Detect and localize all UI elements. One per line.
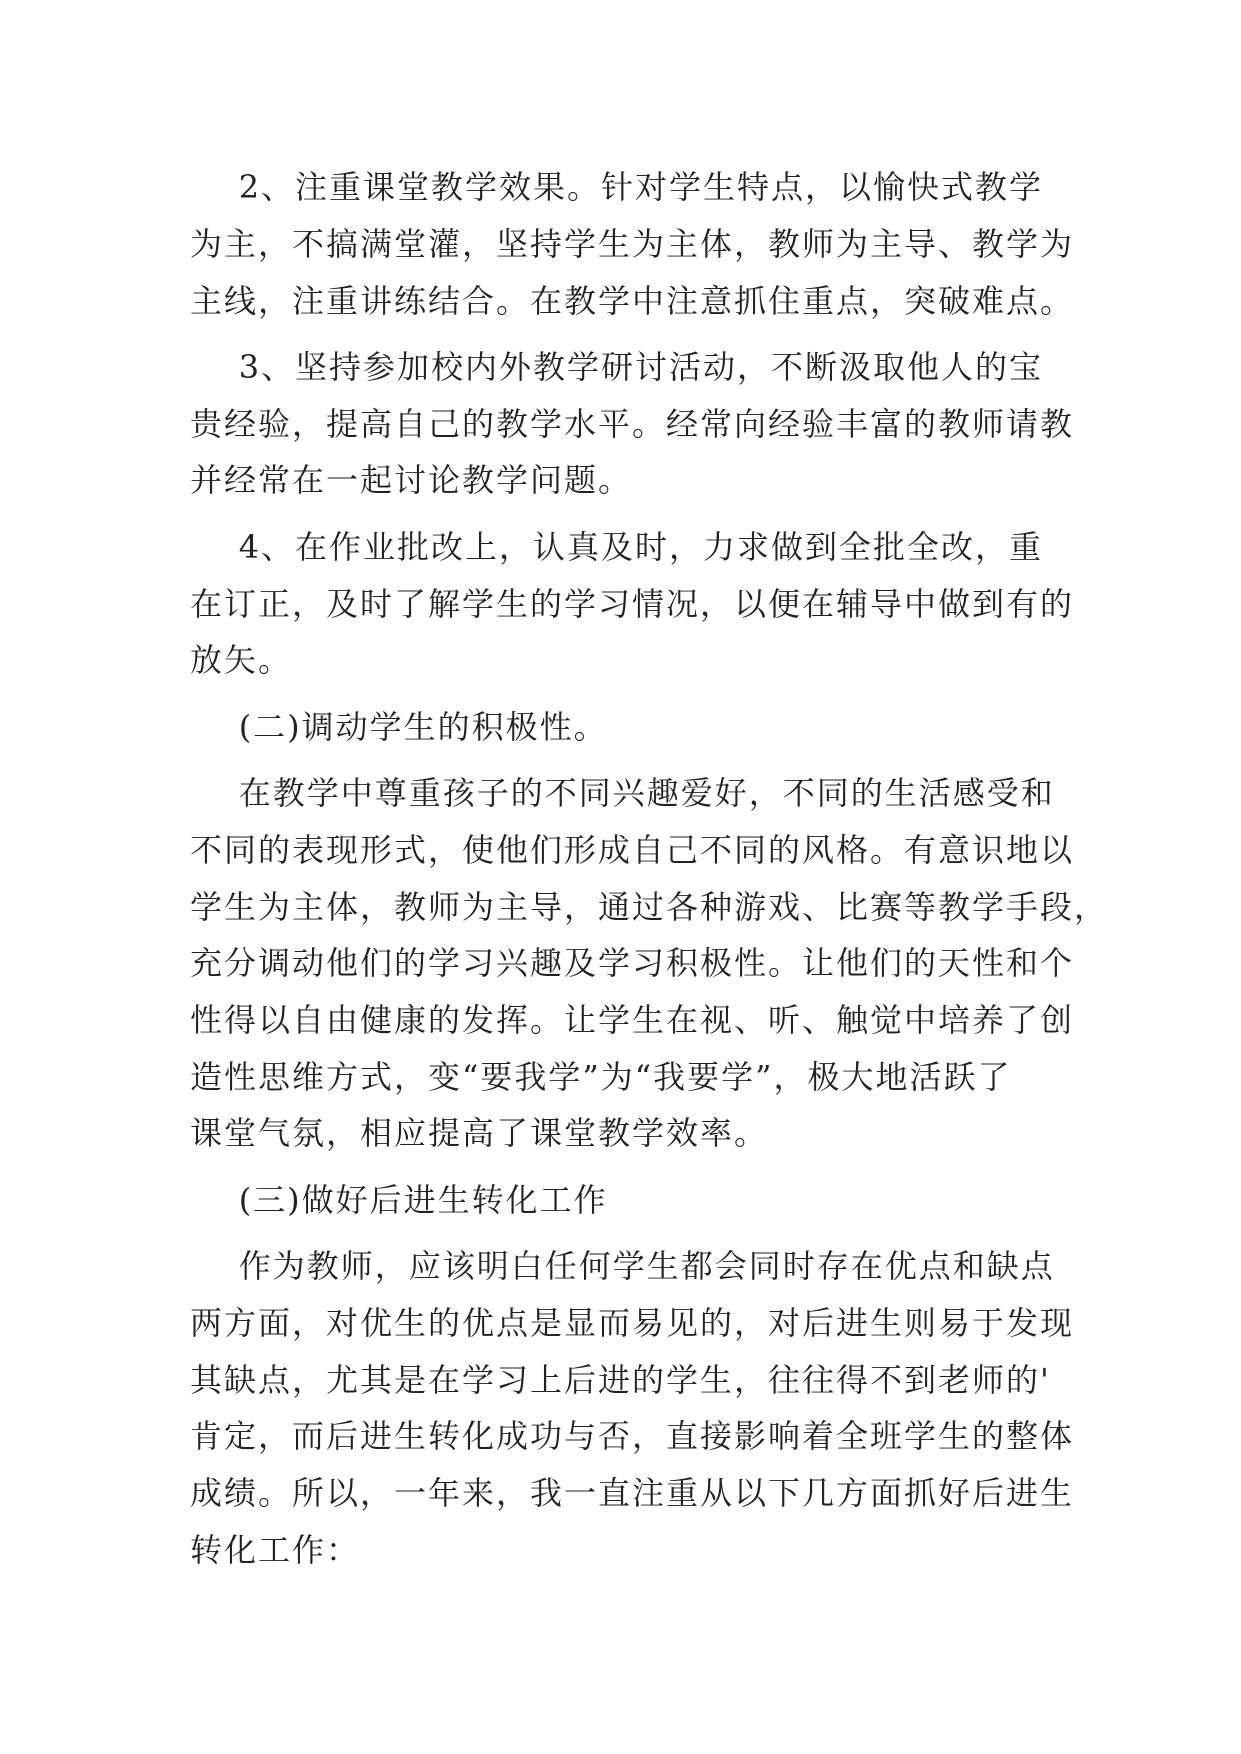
text-line: 在订正，及时了解学生的学习情况，以便在辅导中做到有的 <box>190 585 1075 623</box>
text-line: 2、注重课堂教学效果。针对学生特点，以愉快式教学 <box>190 168 1044 206</box>
text-line: 学生为主体，教师为主导，通过各种游戏、比赛等教学手段， <box>190 888 1109 926</box>
text-line: 两方面，对优生的优点是显而易见的，对后进生则易于发现 <box>190 1304 1075 1342</box>
text-line: 成绩。所以，一年来，我一直注重从以下几方面抓好后进生 <box>190 1474 1075 1512</box>
text-line: 充分调动他们的学习兴趣及学习积极性。让他们的天性和个 <box>190 944 1075 982</box>
text-line: 主线，注重讲练结合。在教学中注意抓住重点，突破难点。 <box>190 282 1075 320</box>
text-line: 转化工作： <box>190 1531 361 1569</box>
text-line: 为主，不搞满堂灌，坚持学生为主体，教师为主导、教学为 <box>190 225 1075 263</box>
text-line: 3、坚持参加校内外教学研讨活动，不断汲取他人的宝 <box>190 348 1044 386</box>
text-line: 贵经验，提高自己的教学水平。经常向经验丰富的教师请教 <box>190 405 1075 443</box>
text-line: 课堂气氛，相应提高了课堂教学效率。 <box>190 1114 769 1152</box>
section-heading: (三)做好后进生转化工作 <box>190 1181 608 1219</box>
text-line: 造性思维方式，变“要我学”为“我要学”，极大地活跃了 <box>190 1058 1012 1096</box>
text-line: 放矢。 <box>190 641 293 679</box>
text-line: 不同的表现形式，使他们形成自己不同的风格。有意识地以 <box>190 831 1075 869</box>
text-line: 肯定，而后进生转化成功与否，直接影响着全班学生的整体 <box>190 1417 1075 1455</box>
text-line: 作为教师，应该明白任何学生都会同时存在优点和缺点 <box>190 1247 1055 1285</box>
text-line: 其缺点，尤其是在学习上后进的学生，往往得不到老师的' <box>190 1361 1051 1399</box>
text-line: 性得以自由健康的发挥。让学生在视、听、触觉中培养了创 <box>190 1001 1075 1039</box>
section-heading: (二)调动学生的积极性。 <box>190 708 608 746</box>
text-line: 在教学中尊重孩子的不同兴趣爱好，不同的生活感受和 <box>190 774 1055 812</box>
text-line: 并经常在一起讨论教学问题。 <box>190 461 633 499</box>
text-line: 4、在作业批改上，认真及时，力求做到全批全改，重 <box>190 528 1044 566</box>
